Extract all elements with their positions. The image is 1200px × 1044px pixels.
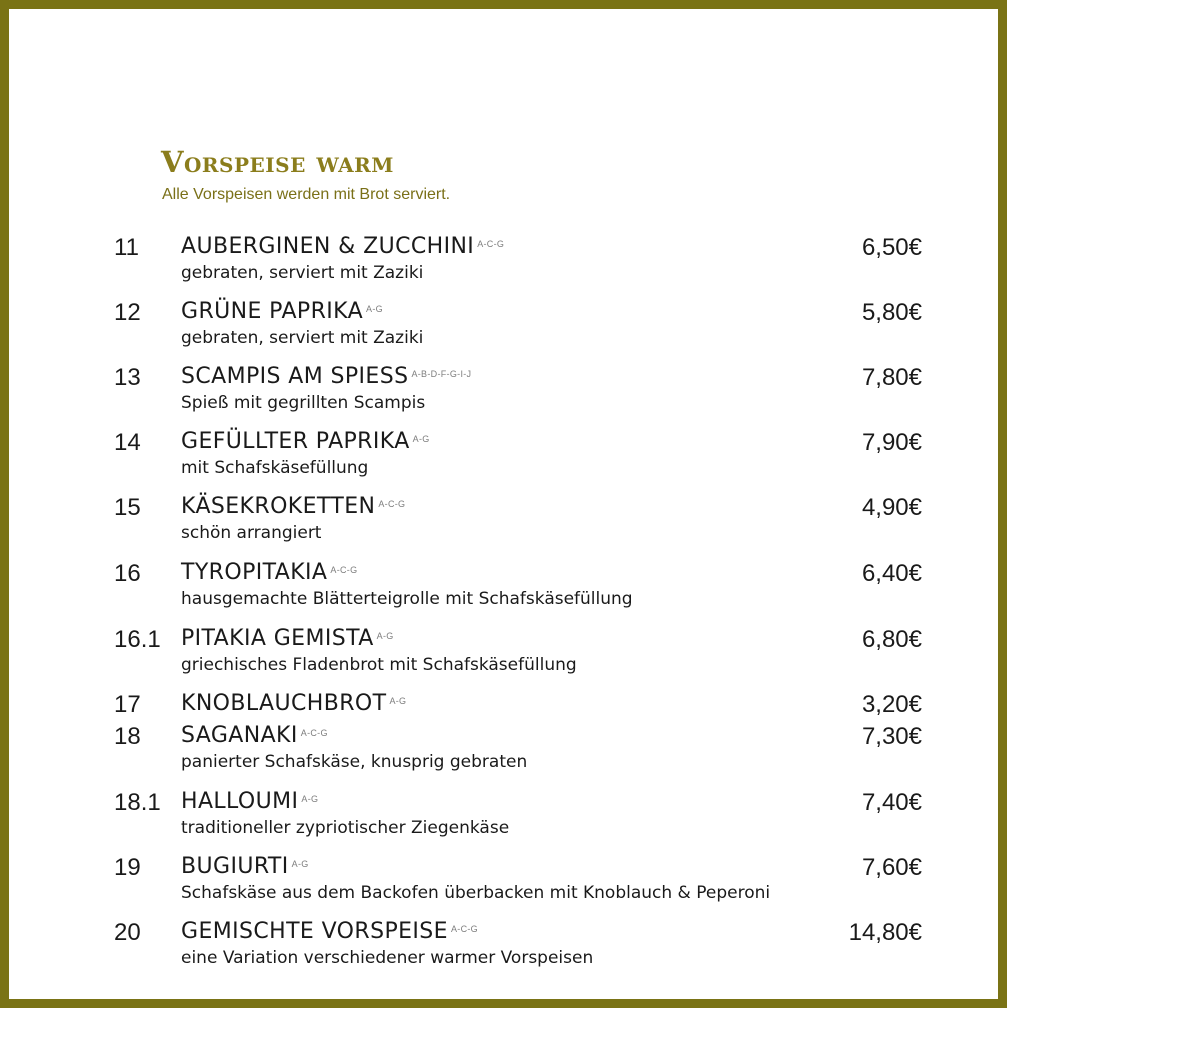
item-description: Spieß mit gegrillten Scampis	[181, 393, 426, 413]
item-description: griechisches Fladenbrot mit Schafskäsefüllung	[181, 655, 577, 675]
item-number: 15	[114, 494, 141, 521]
item-price: 6,50€	[861, 234, 922, 261]
item-allergens: A-G	[376, 631, 394, 641]
item-description: gebraten, serviert mit Zaziki	[181, 328, 424, 348]
item-allergens: A-C-G	[450, 924, 478, 934]
item-name: SAGANAKI $^{A-C-G}$	[181, 723, 328, 748]
item-number: 12	[114, 299, 141, 326]
item-description: hausgemachte Blätterteigrolle mit Schafskäsefüllung	[181, 589, 633, 609]
item-number: 16.1	[114, 626, 161, 653]
item-number: 13	[114, 364, 141, 391]
item-allergens: A-G	[301, 794, 319, 804]
item-name: PITAKIA GEMISTA $^{A-G}$	[181, 626, 394, 651]
item-price: 4,90€	[861, 494, 922, 521]
item-name: GEFÜLLTER PAPRIKA $^{A-G}$	[181, 429, 430, 454]
item-price: 14,80€	[848, 919, 922, 946]
item-allergens: A-B-D-F-G-I-J	[411, 369, 472, 379]
item-name: HALLOUMI $^{A-G}$	[181, 789, 319, 814]
item-allergens: A-C-G	[330, 565, 358, 575]
item-allergens: A-G	[412, 434, 430, 444]
item-price: 7,60€	[861, 854, 922, 881]
item-price: 7,30€	[861, 723, 922, 750]
item-price: 7,80€	[861, 364, 922, 391]
item-price: 7,40€	[861, 789, 922, 816]
item-description: panierter Schafskäse, knusprig gebraten	[181, 752, 528, 772]
item-number: 18.1	[114, 789, 161, 816]
section-subtitle: Alle Vorspeisen werden mit Brot serviert.	[162, 186, 451, 203]
item-description: Schafskäse aus dem Backofen überbacken mit Knoblauch & Peperoni	[181, 883, 771, 903]
item-price: 5,80€	[861, 299, 922, 326]
item-name: TYROPITAKIA $^{A-C-G}$	[181, 560, 358, 585]
item-description: traditioneller zypriotischer Ziegenkäse	[181, 818, 510, 838]
item-name: GRÜNE PAPRIKA $^{A-G}$	[181, 299, 383, 324]
item-allergens: A-G	[291, 859, 309, 869]
item-allergens: A-G	[366, 304, 383, 314]
item-allergens: A-G	[389, 696, 407, 706]
item-description: schön arrangiert	[181, 523, 322, 543]
item-description: gebraten, serviert mit Zaziki	[181, 263, 424, 283]
item-allergens: A-C-G	[477, 239, 505, 249]
item-number: 11	[114, 234, 139, 261]
item-number: 20	[114, 919, 141, 946]
item-price: 6,40€	[861, 560, 922, 587]
item-name: KNOBLAUCHBROT $^{A-G}$	[181, 691, 407, 716]
item-name: BUGIURTI $^{A-G}$	[181, 854, 309, 879]
item-price: 7,90€	[861, 429, 922, 456]
item-number: 14	[114, 429, 141, 456]
item-name: AUBERGINEN & ZUCCHINI $^{A-C-G}$	[181, 234, 505, 259]
section-title: Vorspeise warm	[161, 145, 394, 179]
item-allergens: A-C-G	[378, 499, 406, 509]
item-name: KÄSEKROKETTEN $^{A-C-G}$	[181, 494, 406, 519]
item-number: 19	[114, 854, 141, 881]
item-price: 6,80€	[861, 626, 922, 653]
item-number: 16	[114, 560, 141, 587]
item-name: GEMISCHTE VORSPEISE $^{A-C-G}$	[181, 919, 478, 944]
item-description: mit Schafskäsefüllung	[181, 458, 369, 478]
item-allergens: A-C-G	[300, 728, 328, 738]
item-description: eine Variation verschiedener warmer Vorspeisen	[181, 948, 594, 968]
item-number: 18	[114, 723, 141, 750]
item-name: SCAMPIS AM SPIESS $^{A-B-D-F-G-I-J}$	[181, 364, 472, 389]
item-price: 3,20€	[861, 691, 922, 718]
item-number: 17	[114, 691, 141, 718]
